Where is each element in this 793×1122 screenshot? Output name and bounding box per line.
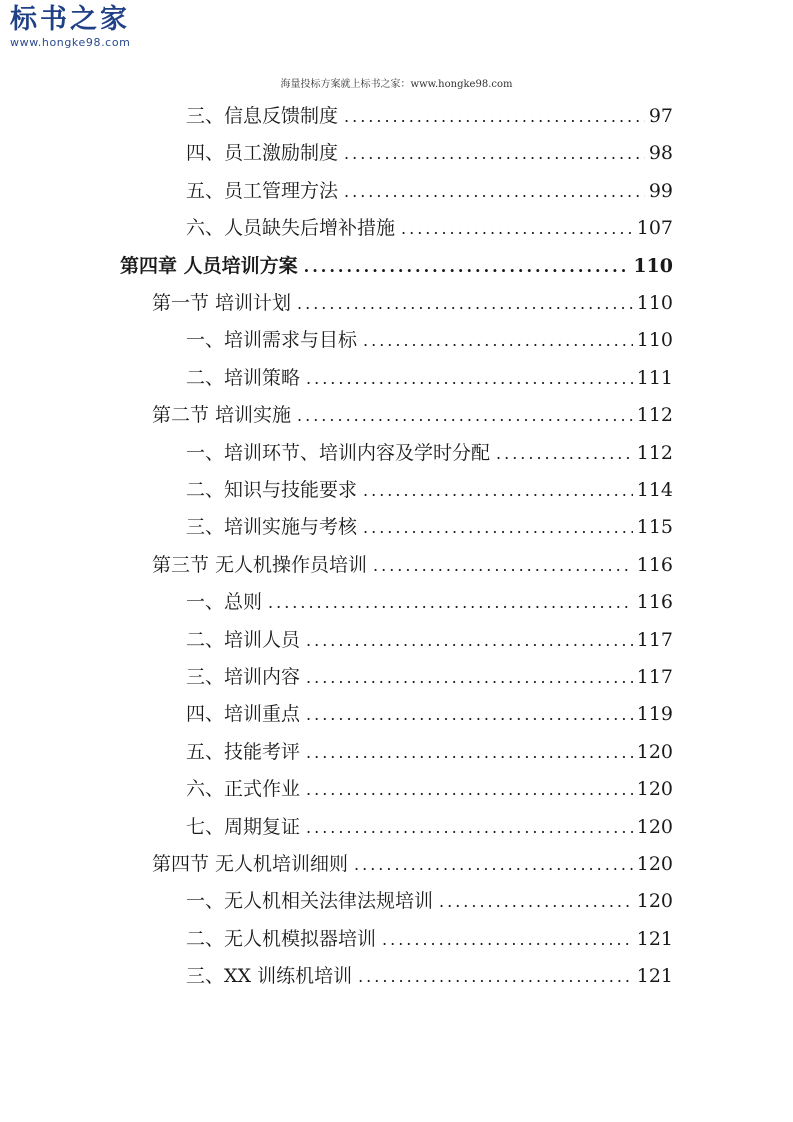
toc-leader-dots: [354, 850, 633, 880]
toc-entry-title: 二、知识与技能要求: [186, 479, 358, 501]
toc-entry-title: 二、培训策略: [186, 366, 301, 389]
toc-leader-dots: [306, 663, 633, 693]
toc-entry-title: 一、总则: [186, 591, 263, 614]
toc-entry-page-number: 98: [648, 142, 673, 165]
toc-entry-page-number: 120: [636, 740, 673, 763]
toc-entry-title: 一、培训需求与目标: [186, 329, 358, 352]
toc-entry-section[interactable]: [152, 288, 673, 318]
toc-leader-dots: [401, 214, 633, 244]
toc-entry-title: 二、无人机模拟器培训: [186, 927, 377, 950]
toc-entry-page-number: 97: [648, 105, 673, 127]
toc-entry-page-number: 120: [636, 778, 673, 801]
toc-leader-dots: [297, 401, 633, 431]
toc-entry-title: 第四章 人员培训方案: [120, 254, 298, 277]
toc-leader-dots: [344, 139, 645, 169]
toc-entry-title: 三、培训实施与考核: [186, 516, 358, 539]
toc-entry-title: 七、周期复证: [186, 815, 301, 838]
logo-title: 标书之家: [10, 4, 130, 35]
toc-leader-dots: [363, 476, 633, 506]
toc-entry-section[interactable]: [152, 849, 673, 879]
toc-leader-dots: [306, 626, 633, 656]
toc-entry-title: 四、培训重点: [186, 703, 301, 726]
toc-entry-title: 五、员工管理方法: [186, 179, 339, 202]
toc-entry-item[interactable]: [186, 101, 673, 131]
toc-entry-page-number: 120: [636, 890, 673, 913]
page-header-text: 海量投标方案就上标书之家：www.hongke98.com: [280, 79, 513, 90]
toc-entry-item[interactable]: [186, 961, 673, 991]
toc-entry-item[interactable]: [186, 774, 673, 804]
toc-entry-title: 第二节 培训实施: [152, 404, 292, 427]
toc-entry-page-number: 117: [636, 628, 673, 651]
toc-entry-item[interactable]: [186, 812, 673, 842]
toc-entry-title: 二、培训人员: [186, 628, 301, 651]
toc-entry-page-number: 111: [636, 366, 673, 389]
toc-leader-dots: [306, 738, 633, 768]
site-logo: [10, 4, 180, 50]
toc-entry-page-number: 112: [636, 404, 673, 427]
toc-entry-item[interactable]: [186, 176, 673, 206]
toc-entry-item[interactable]: [186, 924, 673, 954]
toc-entry-page-number: 116: [636, 553, 673, 576]
toc-entry-page-number: 112: [636, 441, 673, 464]
toc-leader-dots: [297, 289, 633, 319]
toc-leader-dots: [382, 925, 633, 955]
toc-entry-page-number: 99: [648, 179, 673, 202]
toc-entry-section[interactable]: [152, 400, 673, 430]
toc-leader-dots: [363, 513, 633, 543]
toc-leader-dots: [304, 252, 630, 282]
toc-entry-page-number: 120: [636, 815, 673, 838]
toc-leader-dots: [306, 364, 633, 394]
toc-entry-title: 四、员工激励制度: [186, 142, 339, 165]
toc-entry-page-number: 110: [633, 254, 673, 277]
toc-leader-dots: [358, 962, 633, 992]
toc-leader-dots: [306, 700, 633, 730]
toc-entry-page-number: 120: [636, 853, 673, 875]
toc-entry-item[interactable]: [186, 363, 673, 393]
toc-entry-title: 第一节 培训计划: [152, 292, 292, 314]
toc-leader-dots: [363, 326, 633, 356]
toc-leader-dots: [344, 102, 645, 132]
toc-entry-title: 六、人员缺失后增补措施: [186, 217, 396, 240]
toc-entry-item[interactable]: [186, 699, 673, 729]
toc-leader-dots: [268, 588, 633, 618]
toc-entry-item[interactable]: [186, 512, 673, 542]
toc-entry-page-number: 117: [636, 666, 673, 688]
toc-entry-item[interactable]: [186, 438, 673, 468]
toc-entry-title: 第四节 无人机培训细则: [152, 853, 349, 875]
toc-leader-dots: [344, 177, 645, 207]
logo-url: www.hongke98.com: [10, 36, 131, 49]
toc-entry-page-number: 110: [636, 329, 673, 352]
toc-entry-item[interactable]: [186, 325, 673, 355]
toc-entry-item[interactable]: [186, 662, 673, 692]
toc-entry-item[interactable]: [186, 213, 673, 243]
toc-leader-dots: [306, 813, 633, 843]
toc-entry-title: 三、信息反馈制度: [186, 105, 339, 127]
toc-entry-item[interactable]: [186, 625, 673, 655]
toc-leader-dots: [496, 439, 633, 469]
toc-entry-page-number: 121: [636, 927, 673, 950]
toc-entry-item[interactable]: [186, 138, 673, 168]
toc-leader-dots: [306, 775, 633, 805]
toc-entry-page-number: 114: [636, 479, 673, 501]
toc-entry-item[interactable]: [186, 587, 673, 617]
toc-entry-section[interactable]: [152, 550, 673, 580]
toc-leader-dots: [373, 551, 633, 581]
toc-entry-item[interactable]: [186, 737, 673, 767]
toc-leader-dots: [439, 887, 633, 917]
toc-entry-page-number: 115: [636, 516, 673, 539]
toc-entry-page-number: 119: [636, 703, 673, 726]
toc-entry-title: 五、技能考评: [186, 740, 301, 763]
toc-entry-item[interactable]: [186, 886, 673, 916]
toc-entry-title: 三、XX 训练机培训: [186, 965, 353, 988]
toc-entry-title: 三、培训内容: [186, 666, 301, 688]
toc-entry-page-number: 107: [636, 217, 673, 240]
toc-entry-title: 第三节 无人机操作员培训: [152, 553, 368, 576]
toc-entry-title: 一、培训环节、培训内容及学时分配: [186, 441, 491, 464]
toc-entry-item[interactable]: [186, 475, 673, 505]
toc-entry-page-number: 121: [636, 965, 673, 988]
toc-entry-page-number: 110: [636, 292, 673, 314]
toc-entry-chapter[interactable]: [120, 251, 673, 281]
toc-entry-page-number: 116: [636, 591, 673, 614]
toc-entry-title: 一、无人机相关法律法规培训: [186, 890, 434, 913]
toc-entry-title: 六、正式作业: [186, 778, 301, 801]
